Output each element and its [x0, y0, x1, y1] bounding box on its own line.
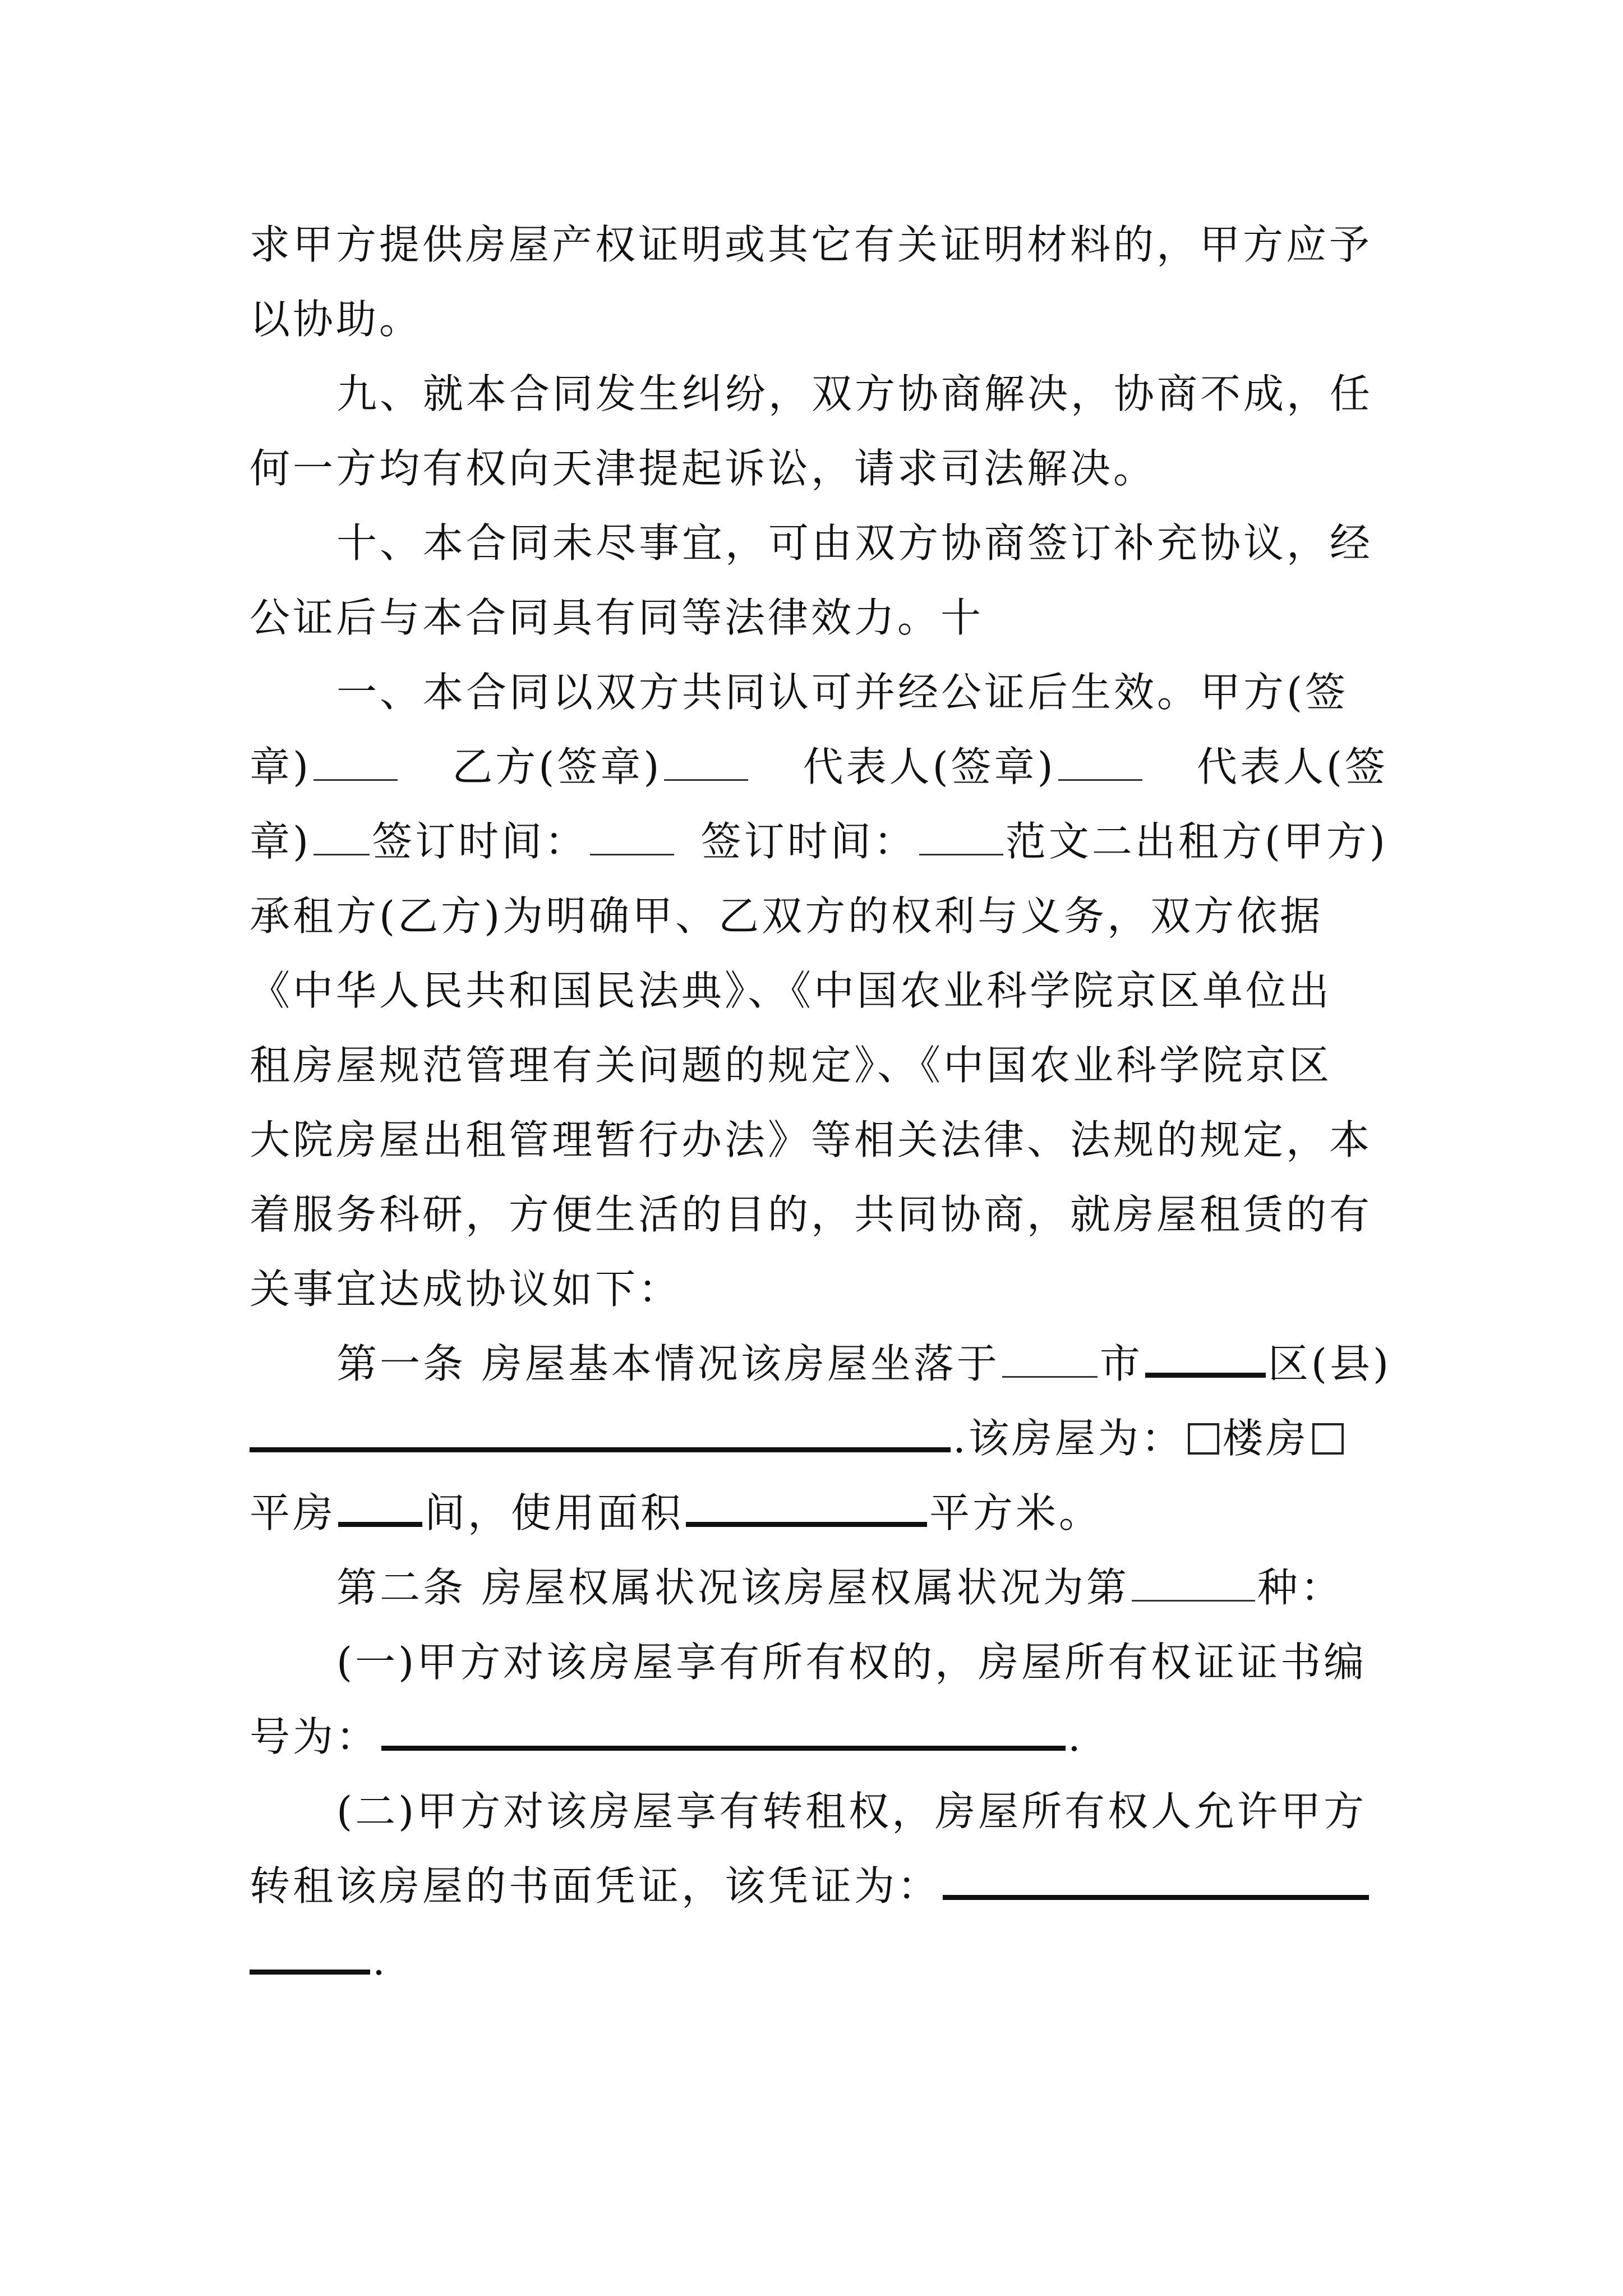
house-type-label: .该房屋为： — [953, 1415, 1184, 1462]
area-line — [250, 1476, 1388, 1550]
certificate-number-line — [250, 1700, 1388, 1774]
address-line — [250, 1401, 1388, 1476]
clause-ten: 十、本合同未尽事宜，可由双方协商签订补充协议，经 — [336, 519, 1373, 567]
sublease-proof-continuation — [250, 1924, 1388, 1998]
building-checkbox[interactable] — [1188, 1423, 1219, 1455]
rooms-blank[interactable] — [338, 1492, 422, 1527]
paragraph-line: 何一方均有权向天津提起诉讼，请求司法解决。 — [250, 445, 1157, 492]
blank-field[interactable] — [313, 817, 370, 855]
building-label: 楼房 — [1222, 1415, 1309, 1462]
paragraph-line: 《中华人民共和国民法典》、《中国农业科学院京区单位出 — [250, 967, 1332, 1014]
sublease-proof-line — [250, 1849, 1388, 1924]
ownership-type-blank[interactable] — [1132, 1563, 1255, 1602]
blank-field[interactable] — [664, 743, 748, 781]
period: . — [372, 1937, 388, 1984]
paragraph-line: 租房屋规范管理有关问题的规定》、《中国农业科学院京区 — [250, 1042, 1332, 1089]
ownership-case-two: (二)甲方对该房屋享有转租权，房屋所有权人允许甲方 — [336, 1788, 1367, 1835]
paragraph-line: 求甲方提供房屋产权证明或其它有关证明材料的，甲方应予 — [250, 221, 1373, 268]
article-two-line — [250, 1550, 1388, 1625]
blank-field[interactable] — [313, 743, 398, 781]
blank-field[interactable] — [1058, 743, 1142, 781]
paragraph-line: 公证后与本合同具有同等法律效力。十 — [250, 594, 984, 641]
sign-date-label: 签订时间： — [700, 818, 917, 865]
sublease-proof-label: 转租该房屋的书面凭证，该凭证为： — [250, 1862, 941, 1910]
sign-date-label: 签订时间： — [372, 818, 588, 865]
article-one-line — [250, 1327, 1392, 1401]
article-two-label: 第二条 房屋权属状况该房屋权属状况为第 — [336, 1564, 1129, 1611]
article-one-label: 第一条 房屋基本情况该房屋坐落于 — [336, 1340, 1000, 1387]
address-blank[interactable] — [250, 1417, 951, 1452]
district-blank[interactable] — [1145, 1342, 1266, 1378]
certificate-number-blank[interactable] — [381, 1715, 1066, 1751]
city-label: 市 — [1099, 1340, 1143, 1387]
sign-group — [250, 804, 676, 879]
clause-nine: 九、就本合同发生纠纷，双方协商解决，协商不成，任 — [336, 370, 1373, 417]
ownership-case-one: (一)甲方对该房屋享有所有权的，房屋所有权证证书编 — [336, 1639, 1367, 1686]
paragraph-line: 以协助。 — [250, 296, 423, 343]
area-blank[interactable] — [686, 1492, 927, 1527]
clause-eleven: 一、本合同以双方共同认可并经公证后生效。甲方(签 — [336, 669, 1349, 716]
paragraph-line: 着服务科研，方便生活的目的，共同协商，就房屋租赁的有 — [250, 1191, 1373, 1238]
sign-group — [803, 730, 1145, 804]
sign-group — [250, 730, 400, 804]
period: . — [1068, 1713, 1083, 1760]
city-blank[interactable] — [1002, 1340, 1098, 1378]
paragraph-line: 大院房屋出租管理暂行办法》等相关法律、法规的规定，本 — [250, 1116, 1373, 1163]
ownership-type-suffix: 种： — [1257, 1564, 1344, 1611]
certificate-number-label: 号为： — [250, 1713, 380, 1760]
seal-label: 章) — [250, 818, 312, 865]
sublease-proof-blank-continued[interactable] — [250, 1939, 370, 1975]
seal-label: 章) — [250, 743, 312, 790]
party-b-seal-label: 乙方(签章) — [452, 743, 662, 790]
bungalow-label: 平房 — [250, 1489, 336, 1536]
sqm-label: 平方米。 — [929, 1489, 1103, 1536]
paragraph-line: 承租方(乙方)为明确甲、乙双方的权利与义务，双方依据 — [250, 892, 1324, 940]
area-label: 间，使用面积 — [425, 1489, 684, 1536]
bungalow-checkbox[interactable] — [1312, 1423, 1344, 1455]
representative-seal-label: 代表人(签 — [1196, 743, 1388, 790]
district-label: 区(县) — [1267, 1340, 1392, 1387]
signature-date-line — [250, 804, 1388, 879]
blank-field[interactable] — [590, 817, 674, 855]
signature-line — [250, 730, 1388, 804]
sample-two-heading: 范文二出租方(甲方) — [1005, 818, 1388, 865]
sublease-proof-blank[interactable] — [943, 1865, 1369, 1900]
sign-group — [701, 804, 1388, 879]
paragraph-line: 关事宜达成协议如下： — [250, 1266, 682, 1313]
blank-field[interactable] — [919, 817, 1003, 855]
representative-seal-label: 代表人(签章) — [803, 743, 1056, 790]
sign-group — [452, 730, 750, 804]
document-body — [250, 208, 1392, 1998]
